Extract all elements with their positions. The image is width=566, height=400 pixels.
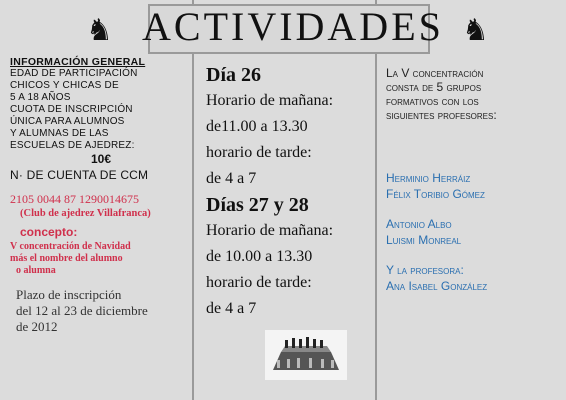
intro-line: consta de 5 grupos (386, 80, 482, 94)
info-line: Y ALUMNAS DE LAS (10, 128, 109, 139)
teachers-column (386, 66, 558, 294)
schedule-line: Horario de mañana: (206, 92, 334, 109)
column-divider-left (192, 0, 194, 400)
intro-line: formativos con los (386, 94, 479, 108)
general-info-heading: INFORMACIÓN GENERAL (10, 56, 146, 68)
teacher-name: Luismi Monreal (386, 233, 462, 247)
chess-knight-icon: ♞ (86, 14, 113, 47)
info-line: ESCUELAS DE AJEDREZ: (10, 140, 135, 151)
general-info-column (10, 52, 182, 335)
page-title: ACTIVIDADES (142, 4, 444, 49)
schedule-line: Horario de mañana: (206, 222, 334, 239)
concept-line: o alumna (16, 265, 56, 276)
fee-amount: 10€ (90, 152, 112, 166)
chess-knight-icon: ♞ (462, 14, 489, 47)
teacher-name: Félix Toribio Gómez (386, 187, 485, 201)
info-line: EDAD DE PARTICIPACIÓN (10, 68, 138, 79)
intro-line: La V concentración (386, 66, 484, 80)
schedule-line: de11.00 a 13.30 (206, 118, 308, 135)
account-heading: N· DE CUENTA DE CCM (10, 168, 149, 182)
day-heading: Día 26 (206, 64, 261, 86)
teacher-name: Herminio Herráiz (386, 171, 471, 185)
teacher-name: Ana Isabel González (386, 279, 488, 293)
chess-set-image (265, 330, 347, 380)
info-line: CUOTA DE INSCRIPCIÓN (10, 104, 133, 115)
day-heading: Días 27 y 28 (206, 194, 309, 216)
schedule-line: de 4 a 7 (206, 300, 257, 317)
deadline-line: Plazo de inscripción (16, 287, 122, 302)
deadline-line: del 12 al 23 de diciembre (16, 303, 148, 318)
info-line: CHICOS Y CHICAS DE (10, 80, 119, 91)
schedule-line: de 10.00 a 13.30 (206, 248, 313, 265)
deadline-line: de 2012 (16, 319, 58, 334)
account-number: 2105 0044 87 1290014675 (10, 192, 139, 206)
concept-line: V concentración de Navidad (10, 241, 131, 252)
intro-line: siguientes profesores: (386, 108, 497, 122)
schedule-line: de 4 a 7 (206, 170, 257, 187)
schedule-column (206, 62, 378, 322)
account-holder: (Club de ajedrez Villafranca) (20, 208, 151, 219)
schedule-line: horario de tarde: (206, 144, 312, 161)
concept-label: concepto: (20, 225, 78, 239)
concept-line: más el nombre del alumno (10, 253, 123, 264)
female-teacher-label: Y la profesora: (386, 263, 464, 277)
schedule-line: horario de tarde: (206, 274, 312, 291)
info-line: 5 A 18 AÑOS (10, 92, 71, 103)
teacher-name: Antonio Albo (386, 217, 452, 231)
info-line: ÚNICA PARA ALUMNOS (10, 116, 125, 127)
